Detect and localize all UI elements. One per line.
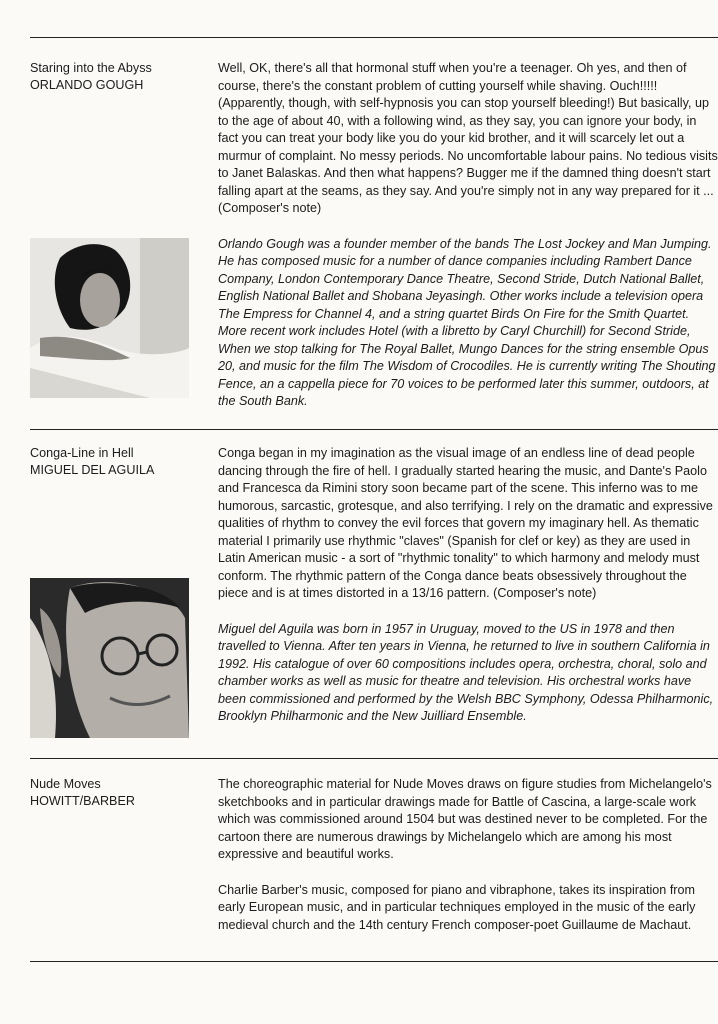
divider-2	[30, 758, 718, 759]
composer-note: Well, OK, there's all that hormonal stuff when you're a teenager. Oh yes, and then of course, there's the constant problem of cutting yourself while shaving. Ouch!!!!! (Apparently, though, with self-hypnosis you can stop yourself bleeding!) But basically, up to the age of about 40, with a following wind, as they say, you can ignore your body, in fact you can treat your body like you do your kid brother, and it will scarcely let out a murmur of complaint. No messy periods. No uncomfortable labour pains. No tedious visits to Janet Balaskas. And then what happens? Bugger me if the damned thing doesn't start falling apart at the seams, as they say. And you're simply not in any way prepared for it ... (Composer's note)	[218, 61, 718, 215]
composer-name: HOWITT/BARBER	[30, 794, 135, 808]
composer-bio: Orlando Gough was a founder member of the bands The Lost Jockey and Man Jumping. He has composed music for a number of dance companies including Rambert Dance Company, London Contemporary Dance Theatre, Second Stride, Dutch National Ballet, English National Ballet and Shobana Jeyasingh. Other works include a television opera The Empress for Channel 4, and a string quartet Birds On Fire for the Smith Quartet. More recent work includes Hotel (with a libretto by Caryl Churchill) for Second Stride, When we stop talking for The Royal Ballet, Mungo Dances for the string ensemble Opus 20, and music for the film The Wisdom of Crocodiles. He is currently writing The Shouting Fence, an a cappella piece for 70 voices to be performed later this summer, outdoors, at the South Bank.	[218, 236, 716, 408]
work-title: Nude Moves	[30, 777, 101, 791]
composer-photo	[30, 238, 189, 398]
choreography-note: The choreographic material for Nude Moves draws on figure studies from Michelangelo's sketchbooks and in particular drawings made for Battle of Cascina, a large-scale work which was commissioned around 1504 but was destined never to be completed. For the cartoon there are numerous drawings by Michelangelo which are among his most expressive and beautiful works.	[218, 777, 712, 861]
entry-text	[218, 776, 718, 934]
entry-heading	[30, 60, 200, 94]
divider-bottom	[30, 961, 718, 962]
divider-1	[30, 429, 718, 430]
divider-top	[30, 37, 718, 38]
composer-bio: Miguel del Aguila was born in 1957 in Uruguay, moved to the US in 1978 and then travelled to Vienna. After ten years in Vienna, he returned to live in southern California in 1992. His catalogue of over 60 compositions includes opera, orchestra, choral, solo and chamber works as well as music for theatre and television. His orchestral works have been commissioned and performed by the Welsh BBC Symphony, Odessa Philharmonic, Brooklyn Philharmonic and the New Juilliard Ensemble.	[218, 621, 714, 723]
entry-heading	[30, 776, 200, 810]
entry-text	[218, 60, 718, 411]
music-note: Charlie Barber's music, composed for piano and vibraphone, takes its inspiration from early European music, and in particular techniques employed in the music of the early medieval church and the 14th century French composer-poet Guillaume de Machaut.	[218, 882, 696, 932]
composer-name: MIGUEL DEL AGUILA	[30, 463, 155, 477]
composer-photo	[30, 578, 189, 738]
entry-heading	[30, 445, 200, 479]
work-title: Staring into the Abyss	[30, 61, 152, 75]
composer-name: ORLANDO GOUGH	[30, 78, 144, 92]
work-title: Conga-Line in Hell	[30, 446, 134, 460]
entry-text	[218, 445, 718, 726]
composer-note: Conga began in my imagination as the visual image of an endless line of dead people dancing through the fire of hell. I gradually started hearing the music, and Dante's Paolo and Francesca da Rimini story soon became part of the scene. This inferno was to me humorous, sarcastic, grotesque, and also terrifying. I rely on the dramatic and expressive qualities of rhythm to convey the evil forces that govern my imaginary hell. As thematic material I primarily use rhythmic "claves" (Spanish for clef or key) as they are used in Latin American music - a sort of "rhythmic tonality" to which harmony and melody must conform. The rhythmic pattern of the Conga dance beats obsessively throughout the piece and is at times distorted in a 13/16 pattern. (Composer's note)	[218, 446, 713, 600]
